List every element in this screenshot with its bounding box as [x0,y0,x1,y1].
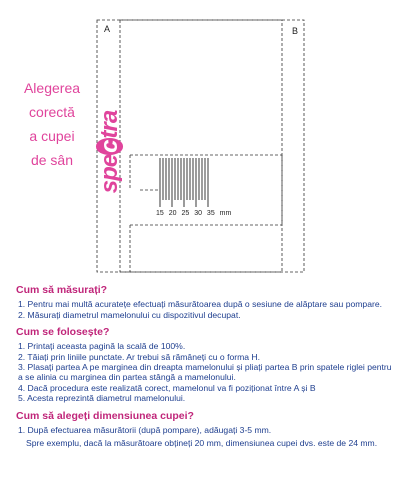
label-b: B [292,26,299,36]
side-title-line: corectă [29,104,75,120]
section-how-to-measure [16,284,394,320]
instruction-list [16,342,394,404]
logo-text-part: tra [96,110,123,139]
side-title-line: a cupei [29,128,75,144]
list-item: 1. După efectuarea măsurătorii (după pompare), adăugați 3-5 mm. [18,424,272,435]
ruler-ticks [160,158,208,207]
logo-text-c: c [96,140,123,153]
section-title: Cum se folosește? [16,326,110,339]
list-item: 2. Tăiați prin liniile punctate. Ar trebui să rămâneți cu o forma H. [18,351,261,362]
list-item: 1. Pentru mai multă acuratețe efectuați măsurătoarea după o sesiune de alăptare sau pompare. [18,299,383,309]
logo-text-part: spe [96,154,123,194]
list-item: 1. Printați aceasta pagină la scală de 100%. [18,341,186,352]
template-inner-frame [120,20,282,272]
label-a: A [104,24,111,34]
section-choose-size [16,410,394,449]
section-title: Cum să măsurați? [16,284,108,296]
instructions [16,284,394,454]
instruction-list [16,300,394,320]
list-item: 3. Plasați partea A pe marginea din dreapta mamelonului și pliați partea B prin spatele riglei pentru a se alinia cu marginea din partea stângă a mamelonului. [18,362,392,382]
list-item: 2. Măsurați diametrul mamelonului cu dispozitivul decupat. [18,309,241,320]
list-item: 5. Acesta reprezintă diametrul mamelonului. [18,393,186,404]
spectra-logo [86,108,132,198]
instruction-list [16,426,394,436]
ruler-labels: 15 20 25 30 35 mm [156,210,232,217]
example-note: Spre exemplu, dacă la măsurătoare obțineți 20 mm, dimensiunea cupei dvs. este de 24 mm. [26,438,378,449]
side-title-line: Alegerea [23,80,81,96]
side-title-line: de sân [30,152,74,168]
section-title: Cum să alegeți dimensiunea cupei? [16,409,194,422]
list-item: 4. Dacă procedura este realizată corect, mamelonul va fi poziționat între A și B [18,382,316,393]
section-how-to-use [16,326,394,404]
